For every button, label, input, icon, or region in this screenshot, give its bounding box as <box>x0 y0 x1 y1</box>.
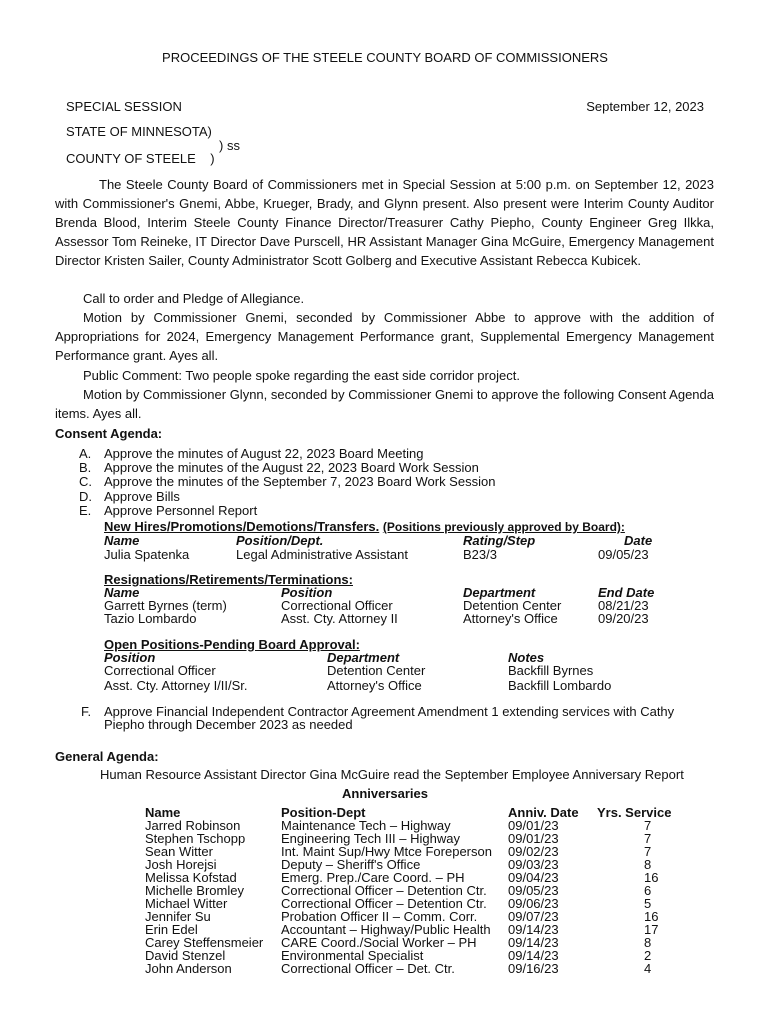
hires-col-name: Name <box>104 533 140 548</box>
anniversary-intro: Human Resource Assistant Director Gina McGuire read the September Employee Anniversary Report <box>100 767 684 782</box>
item-f-letter: F. <box>81 704 92 719</box>
anniv-col-name: Name <box>145 805 181 820</box>
state-line: STATE OF MINNESOTA) <box>66 124 212 139</box>
intro-paragraph: The Steele County Board of Commissioners met in Special Session at 5:00 p.m. on September 12, 2023 with Commissioner's Gnemi, Abbe, Krueger, Brady, and Glynn present. Also present were Interim County Auditor Brenda Blood, Interim Steele County Finance Director/Treasurer Cathy Piepho, County Engineer Greg Ilkka, Assessor Tom Reineke, IT Director Dave Purscell, HR Assistant Manager Gina McGuire, Emergency Management Director Kristen Sailer, County Administrator Scott Golberg and Executive Assistant Rebecca Kubicek. <box>55 177 714 268</box>
anniv-years: 17 <box>644 922 659 937</box>
anniv-years: 8 <box>644 935 652 950</box>
resign-position: Correctional Officer <box>281 598 393 613</box>
anniv-date: 09/04/23 <box>508 870 559 885</box>
anniv-years: 8 <box>644 857 652 872</box>
anniv-date: 09/05/23 <box>508 883 559 898</box>
anniv-years: 5 <box>644 896 652 911</box>
anniv-name: Jennifer Su <box>145 909 211 924</box>
motion-consent: Motion by Commissioner Glynn, seconded by Commissioner Gnemi to approve the following Consent Agenda items. Ayes all. <box>55 387 714 421</box>
anniv-date: 09/14/23 <box>508 922 559 937</box>
anniv-name: Erin Edel <box>145 922 198 937</box>
hires-col-rating: Rating/Step <box>463 533 536 548</box>
anniv-name: Jarred Robinson <box>145 818 241 833</box>
call-to-order: Call to order and Pledge of Allegiance. <box>83 291 305 306</box>
anniv-position: Probation Officer II – Comm. Corr. <box>281 909 478 924</box>
item-letter: E. <box>79 503 92 518</box>
anniv-date: 09/02/23 <box>508 844 559 859</box>
resign-name: Garrett Byrnes (term) <box>104 598 227 613</box>
anniversaries-title: Anniversaries <box>342 786 428 801</box>
session-type: SPECIAL SESSION <box>66 99 182 114</box>
resign-position: Asst. Cty. Attorney II <box>281 611 398 626</box>
anniv-name: Sean Witter <box>145 844 213 859</box>
anniv-col-position: Position-Dept <box>281 805 366 820</box>
item-text: Approve Bills <box>104 489 180 504</box>
hires-col-position: Position/Dept. <box>236 533 324 548</box>
open-notes: Backfill Byrnes <box>508 663 594 678</box>
item-text: Approve Personnel Report <box>104 503 258 518</box>
open-position: Correctional Officer <box>104 663 216 678</box>
anniv-years: 2 <box>644 948 652 963</box>
item-f-line1: Approve Financial Independent Contractor Agreement Amendment 1 extending services with Cathy <box>104 704 675 719</box>
item-text: Approve the minutes of August 22, 2023 Board Meeting <box>104 446 424 461</box>
resign-end-date: 08/21/23 <box>598 598 649 613</box>
anniv-name: David Stenzel <box>145 948 226 963</box>
anniv-years: 16 <box>644 870 659 885</box>
anniv-date: 09/03/23 <box>508 857 559 872</box>
anniv-position: Accountant – Highway/Public Health <box>281 922 491 937</box>
anniv-date: 09/01/23 <box>508 818 559 833</box>
anniv-position: Correctional Officer – Detention Ctr. <box>281 896 487 911</box>
document-title: PROCEEDINGS OF THE STEELE COUNTY BOARD OF COMMISSIONERS <box>162 50 608 65</box>
anniv-name: Carey Steffensmeier <box>145 935 264 950</box>
anniv-col-date: Anniv. Date <box>508 805 579 820</box>
ss-line: ) ss <box>219 138 240 153</box>
anniv-date: 09/14/23 <box>508 935 559 950</box>
anniv-years: 7 <box>644 831 652 846</box>
hire-name: Julia Spatenka <box>104 547 190 562</box>
anniv-position: Environmental Specialist <box>281 948 424 963</box>
resign-department: Detention Center <box>463 598 562 613</box>
resign-col-name: Name <box>104 585 140 600</box>
anniv-name: Michael Witter <box>145 896 228 911</box>
anniv-years: 7 <box>644 818 652 833</box>
general-heading: General Agenda: <box>55 749 159 764</box>
resign-department: Attorney's Office <box>463 611 558 626</box>
anniv-date: 09/16/23 <box>508 961 559 976</box>
open-col-position: Position <box>104 650 156 665</box>
item-letter: A. <box>79 446 92 461</box>
open-positions-heading: Open Positions-Pending Board Approval: <box>104 637 360 652</box>
item-letter: C. <box>79 474 92 489</box>
anniv-position: Int. Maint Sup/Hwy Mtce Foreperson <box>281 844 492 859</box>
hires-heading: New Hires/Promotions/Demotions/Transfers. <box>104 519 380 534</box>
anniv-name: Stephen Tschopp <box>145 831 246 846</box>
hires-heading-line <box>104 520 625 534</box>
motion-agenda: Motion by Commissioner Gnemi, seconded by Commissioner Abbe to approve with the addition of Appropriations for 2024, Emergency Management Performance grant, Supplemental Emergency Management Performance grant. Ayes all. <box>55 310 714 363</box>
hire-rating: B23/3 <box>463 547 497 562</box>
resign-name: Tazio Lombardo <box>104 611 197 626</box>
anniv-date: 09/06/23 <box>508 896 559 911</box>
anniv-position: Correctional Officer – Detention Ctr. <box>281 883 487 898</box>
consent-heading: Consent Agenda: <box>55 426 163 441</box>
anniv-date: 09/07/23 <box>508 909 559 924</box>
public-comment: Public Comment: Two people spoke regarding the east side corridor project. <box>83 368 520 383</box>
resign-col-position: Position <box>281 585 333 600</box>
open-col-notes: Notes <box>508 650 545 665</box>
resign-col-end-date: End Date <box>598 585 655 600</box>
resign-end-date: 09/20/23 <box>598 611 649 626</box>
anniv-years: 4 <box>644 961 652 976</box>
anniv-name: Josh Horejsi <box>145 857 217 872</box>
anniv-position: Engineering Tech III – Highway <box>281 831 460 846</box>
hire-date: 09/05/23 <box>598 547 649 562</box>
item-f-line2: Piepho through December 2023 as needed <box>104 717 353 732</box>
item-letter: D. <box>79 489 92 504</box>
hires-col-date: Date <box>624 533 653 548</box>
county-line: COUNTY OF STEELE ) <box>66 151 215 166</box>
open-position: Asst. Cty. Attorney I/II/Sr. <box>104 678 248 693</box>
anniv-position: Deputy – Sheriff's Office <box>281 857 421 872</box>
open-notes: Backfill Lombardo <box>508 678 612 693</box>
anniv-position: CARE Coord./Social Worker – PH <box>281 935 477 950</box>
anniv-position: Maintenance Tech – Highway <box>281 818 451 833</box>
open-department: Attorney's Office <box>327 678 422 693</box>
resign-col-department: Department <box>463 585 536 600</box>
hire-position: Legal Administrative Assistant <box>236 547 408 562</box>
hires-note: (Positions previously approved by Board): <box>382 520 625 534</box>
anniv-col-years: Yrs. Service <box>597 805 672 820</box>
anniv-name: Melissa Kofstad <box>145 870 237 885</box>
item-text: Approve the minutes of the August 22, 2023 Board Work Session <box>104 460 479 475</box>
anniv-years: 7 <box>644 844 652 859</box>
item-letter: B. <box>79 460 92 475</box>
session-date: September 12, 2023 <box>586 99 704 114</box>
anniv-years: 6 <box>644 883 652 898</box>
anniv-date: 09/01/23 <box>508 831 559 846</box>
anniv-position: Correctional Officer – Det. Ctr. <box>281 961 455 976</box>
anniv-position: Emerg. Prep./Care Coord. – PH <box>281 870 465 885</box>
anniv-years: 16 <box>644 909 659 924</box>
anniv-name: Michelle Bromley <box>145 883 244 898</box>
anniv-date: 09/14/23 <box>508 948 559 963</box>
resignations-heading: Resignations/Retirements/Terminations: <box>104 572 353 587</box>
item-text: Approve the minutes of the September 7, 2023 Board Work Session <box>104 474 496 489</box>
open-department: Detention Center <box>327 663 426 678</box>
open-col-department: Department <box>327 650 400 665</box>
anniv-name: John Anderson <box>145 961 232 976</box>
